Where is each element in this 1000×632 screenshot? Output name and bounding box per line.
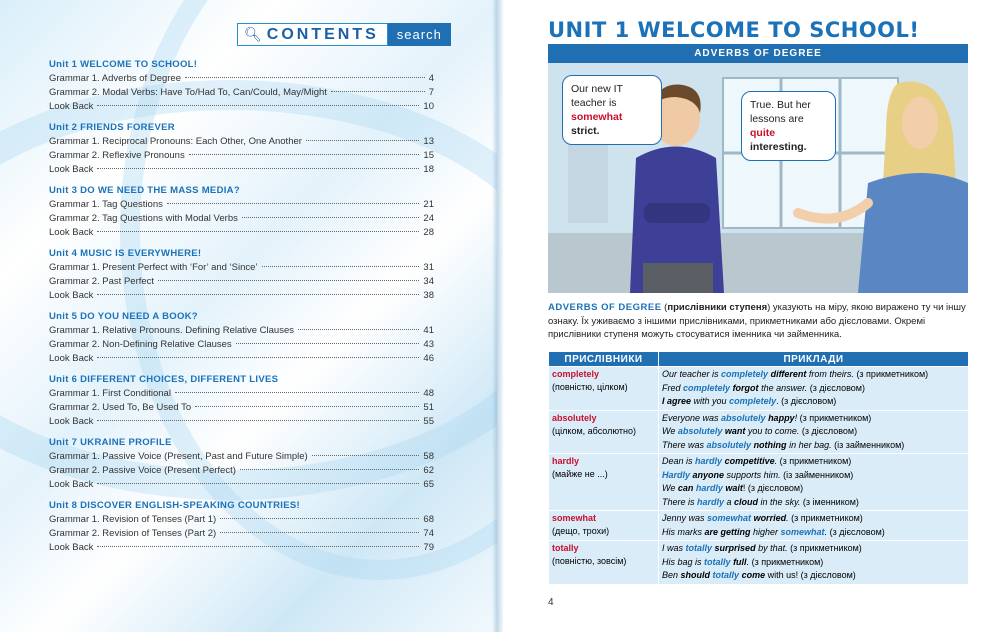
toc-entry[interactable]: [49, 86, 434, 100]
toc-unit-title[interactable]: Unit 3 DO WE NEED THE MASS MEDIA?: [49, 185, 240, 196]
adverb-gloss: (майже не ...): [552, 469, 608, 479]
toc-entry[interactable]: [49, 415, 434, 429]
toc-entry-page: 38: [423, 290, 434, 301]
example-modified-word: competitive: [724, 456, 775, 466]
speech-bubble-boy: [562, 75, 662, 145]
toc-entry-page: 43: [423, 339, 434, 350]
example-modified-word: forgot: [732, 382, 759, 393]
example-sentence: [662, 382, 965, 396]
adverb-cell: [549, 511, 659, 541]
toc-unit: [49, 499, 434, 555]
toc-entry[interactable]: [49, 261, 434, 275]
classroom-illustration: [548, 63, 968, 293]
bubble-girl-end: interesting.: [750, 141, 807, 153]
example-text: Jenny was: [662, 513, 708, 523]
example-text: supports him.: [724, 469, 781, 480]
example-note: with us! (з дієсловом): [765, 570, 856, 580]
toc-unit: [49, 373, 434, 429]
adverb-word: totally: [552, 543, 579, 553]
toc-entry[interactable]: [49, 338, 434, 352]
example-text: with you: [691, 396, 730, 406]
example-adverb: completely: [721, 369, 769, 379]
example-modified-word: should: [680, 570, 711, 580]
toc-entry-page: 21: [423, 199, 434, 210]
example-modified-word: come: [741, 570, 766, 580]
toc-leader-dots: [306, 140, 419, 141]
toc-entry-title: Grammar 2. Reflexive Pronouns: [49, 150, 185, 161]
example-sentence: [662, 569, 965, 583]
adverb-word: absolutely: [552, 412, 597, 423]
toc-entry-page: 18: [423, 164, 434, 175]
bubble-boy-adverb: somewhat: [571, 111, 623, 123]
search-icon: 🔍︎: [244, 26, 262, 42]
toc-leader-dots: [158, 280, 419, 281]
toc-entry-page: 24: [423, 213, 434, 224]
section-bar: ADVERBS OF DEGREE: [548, 44, 968, 63]
example-text: We: [662, 483, 678, 493]
toc-entry-page: 74: [423, 528, 434, 539]
toc-entry-title: Grammar 2. Past Perfect: [49, 276, 155, 287]
toc-entry[interactable]: [49, 450, 434, 464]
toc-leader-dots: [97, 294, 419, 295]
example-modified-word: are getting: [704, 526, 751, 537]
toc-entry-title: Grammar 1. Present Perfect with ‘For’ and ‘Since’: [49, 262, 258, 273]
example-modified-word: cloud: [734, 496, 759, 507]
examples-cell: [659, 541, 969, 585]
toc-unit-title[interactable]: Unit 7 UKRAINE PROFILE: [49, 437, 172, 448]
example-text: higher: [750, 526, 781, 537]
toc-entry-page: 4: [428, 73, 434, 84]
example-sentence: [662, 439, 965, 453]
example-note: (з дієсловом): [827, 526, 885, 537]
example-note: (з прикметником): [797, 412, 872, 423]
toc-entry-page: 34: [423, 276, 434, 287]
toc-leader-dots: [312, 455, 420, 456]
example-sentence: [662, 542, 965, 556]
table-row: [549, 541, 969, 585]
toc-entry-page: 51: [423, 402, 434, 413]
example-sentence: [662, 425, 965, 439]
toc-entry[interactable]: [49, 387, 434, 401]
toc-unit: [49, 58, 434, 114]
example-text: Ben: [662, 570, 681, 580]
example-note: ! (з дієсловом): [742, 483, 804, 493]
toc-unit: [49, 121, 434, 177]
toc-entry[interactable]: [49, 72, 434, 86]
example-text: !: [794, 412, 798, 423]
example-note: (із займенником): [831, 439, 905, 450]
toc-entry-title: Look Back: [49, 101, 94, 112]
example-text: Fred: [662, 382, 684, 393]
toc-entry-page: 68: [423, 514, 434, 525]
example-text: in her bag.: [786, 439, 832, 450]
toc-entry[interactable]: [49, 527, 434, 541]
toc-unit: [49, 310, 434, 366]
example-text: There is: [662, 496, 698, 507]
toc-entry-title: Look Back: [49, 290, 94, 301]
toc-entry-title: Grammar 2. Used To, Be Used To: [49, 402, 192, 413]
intro-text: указують на міру, якою виражено ту чи іншу ознаку. Їх уживаємо з іншими прислівниками, прикметниками або дієсловами. Окремі прислівники ступеня можуть стосуватися іменника чи займенника.: [548, 302, 966, 340]
example-modified-word: can: [677, 483, 694, 493]
table-row: [549, 454, 969, 511]
examples-cell: [659, 511, 969, 541]
adverb-word: hardly: [552, 456, 580, 466]
page-number: 4: [548, 597, 554, 608]
example-modified-word: different: [770, 369, 807, 379]
example-text: Dean is: [662, 456, 696, 466]
bubble-girl-text: True. But her lessons are: [750, 99, 811, 125]
toc-entry-page: 58: [423, 451, 434, 462]
example-adverb: totally: [712, 570, 740, 580]
example-sentence: [662, 556, 965, 570]
example-sentence: [662, 412, 965, 426]
example-modified-word: wait: [725, 483, 743, 493]
example-adverb: totally: [704, 556, 731, 567]
toc-leader-dots: [175, 392, 419, 393]
example-adverb: absolutely: [706, 439, 752, 450]
toc-entry-title: Look Back: [49, 164, 94, 175]
toc-entry-page: 41: [423, 325, 434, 336]
example-text: His marks: [662, 526, 705, 537]
table-of-contents: [49, 55, 434, 562]
toc-entry-title: Look Back: [49, 542, 94, 553]
toc-leader-dots: [97, 168, 419, 169]
example-text: Our teacher is: [662, 369, 722, 379]
examples-cell: [659, 367, 969, 411]
toc-entry-title: Grammar 2. Passive Voice (Present Perfect): [49, 465, 236, 476]
toc-entry-page: 55: [423, 416, 434, 427]
toc-leader-dots: [331, 91, 425, 92]
adverb-word: somewhat: [552, 513, 597, 523]
toc-unit-title[interactable]: Unit 1 WELCOME TO SCHOOL!: [49, 59, 198, 70]
example-modified-word: I agree: [662, 396, 692, 406]
example-note: (з дієсловом): [799, 426, 858, 436]
example-sentence: [662, 526, 965, 540]
example-adverb: absolutely: [721, 412, 766, 423]
toc-entry[interactable]: [49, 478, 434, 492]
bubble-boy-end: strict.: [571, 125, 600, 137]
toc-unit: [49, 247, 434, 303]
intro-paragraph: ADVERBS OF DEGREE (прислівники ступеня) указують на міру, якою виражено ту чи іншу ознаку. Їх уживаємо з іншими прислівниками, прикметниками або дієсловами. Окремі прислівники ступеня можуть стосуватися іменника чи займенника.: [548, 302, 966, 340]
example-text: you to come.: [745, 426, 800, 436]
toc-leader-dots: [189, 154, 420, 155]
toc-entry-title: Grammar 1. Relative Pronouns. Defining Relative Clauses: [49, 325, 294, 336]
example-adverb: somewhat: [707, 513, 752, 523]
toc-entry-title: Grammar 1. Reciprocal Pronouns: Each Other, One Another: [49, 136, 302, 147]
toc-entry[interactable]: [49, 324, 434, 338]
toc-entry-page: 13: [423, 136, 434, 147]
example-text: the answer.: [758, 382, 808, 393]
unit-title: UNIT 1 WELCOME TO SCHOOL!: [548, 18, 920, 42]
example-note: (із займенником): [780, 469, 854, 480]
example-modified-word: anyone: [692, 469, 725, 480]
toc-entry-title: Grammar 2. Revision of Tenses (Part 2): [49, 528, 217, 539]
toc-entry[interactable]: [49, 401, 434, 415]
toc-leader-dots: [220, 518, 419, 519]
example-modified-word: worried: [753, 513, 787, 523]
toc-entry-title: Grammar 2. Modal Verbs: Have To/Had To, Can/Could, May/Might: [49, 87, 327, 98]
example-adverb: somewhat: [780, 526, 825, 537]
toc-entry-title: Grammar 1. Tag Questions: [49, 199, 163, 210]
example-adverb: completely: [729, 396, 777, 406]
example-note: (з прикметником): [853, 369, 929, 379]
toc-leader-dots: [195, 406, 419, 407]
example-note: (з прикметником): [787, 543, 862, 553]
toc-entry[interactable]: [49, 100, 434, 114]
example-note: (з прикметником): [777, 456, 852, 466]
toc-unit-title[interactable]: Unit 4 MUSIC IS EVERYWHERE!: [49, 248, 202, 259]
adverbs-table: [548, 351, 969, 585]
toc-leader-dots: [97, 231, 419, 232]
toc-unit-title[interactable]: Unit 2 FRIENDS FOREVER: [49, 122, 175, 133]
toc-entry[interactable]: [49, 275, 434, 289]
example-modified-word: full: [733, 556, 747, 567]
contents-title: CONTENTS: [266, 25, 379, 43]
lesson-page: [504, 0, 1000, 632]
adverb-gloss: (цілком, абсолютно): [552, 425, 637, 436]
toc-unit: [49, 184, 434, 240]
toc-entry[interactable]: [49, 226, 434, 240]
example-adverb: hardly: [695, 483, 723, 493]
toc-leader-dots: [242, 217, 420, 218]
toc-entry-page: 65: [423, 479, 434, 490]
example-modified-word: surprised: [714, 543, 756, 553]
example-text: We: [662, 426, 678, 436]
toc-entry[interactable]: [49, 541, 434, 555]
bubble-boy-text: Our new IT teacher is: [571, 83, 623, 109]
toc-entry-title: Grammar 2. Tag Questions with Modal Verbs: [49, 213, 238, 224]
intro-ukr-term: прислівники ступеня: [667, 302, 768, 313]
toc-entry-title: Grammar 1. First Conditional: [49, 388, 171, 399]
table-row: [549, 410, 969, 454]
example-sentence: [662, 395, 965, 409]
adverb-cell: [549, 410, 659, 454]
example-modified-word: want: [724, 426, 746, 436]
toc-entry[interactable]: [49, 289, 434, 303]
toc-leader-dots: [220, 532, 419, 533]
example-sentence: [662, 496, 965, 510]
table-header-adverbs: ПРИСЛІВНИКИ: [549, 352, 659, 367]
toc-entry[interactable]: [49, 513, 434, 527]
toc-entry-page: 48: [423, 388, 434, 399]
example-adverb: hardly: [695, 456, 723, 466]
example-text: .: [774, 456, 778, 466]
examples-cell: [659, 454, 969, 511]
toc-entry-page: 46: [423, 353, 434, 364]
example-text: in the sky.: [758, 496, 801, 507]
toc-entry-title: Grammar 1. Adverbs of Degree: [49, 73, 181, 84]
table-header-examples: ПРИКЛАДИ: [659, 352, 969, 367]
toc-unit-title[interactable]: Unit 6 DIFFERENT CHOICES, DIFFERENT LIVES: [49, 374, 279, 385]
example-modified-word: happy: [768, 412, 795, 423]
toc-entry-title: Look Back: [49, 479, 94, 490]
toc-entry-page: 79: [423, 542, 434, 553]
toc-entry-title: Grammar 2. Non-Defining Relative Clauses: [49, 339, 232, 350]
toc-leader-dots: [167, 203, 420, 204]
toc-leader-dots: [97, 483, 419, 484]
example-adverb: totally: [685, 543, 713, 553]
toc-entry[interactable]: [49, 135, 434, 149]
intro-term: ADVERBS OF DEGREE: [548, 302, 662, 313]
adverb-cell: [549, 541, 659, 585]
speech-bubble-girl: [741, 91, 836, 161]
toc-entry-page: 15: [423, 150, 434, 161]
example-sentence: [662, 455, 965, 469]
toc-entry[interactable]: [49, 212, 434, 226]
adverb-word: completely: [552, 369, 600, 379]
example-adverb: completely: [683, 382, 731, 393]
toc-entry[interactable]: [49, 149, 434, 163]
example-adverb: absolutely: [677, 426, 723, 436]
toc-leader-dots: [97, 105, 419, 106]
contents-title-box: [237, 23, 388, 46]
examples-cell: [659, 410, 969, 454]
example-text: by that.: [755, 543, 788, 553]
toc-leader-dots: [97, 420, 419, 421]
toc-entry[interactable]: [49, 163, 434, 177]
toc-entry-title: Grammar 1. Revision of Tenses (Part 1): [49, 514, 217, 525]
example-adverb: hardly: [697, 496, 725, 507]
table-row: [549, 367, 969, 411]
example-note: . (з дієсловом): [776, 396, 837, 406]
adverb-gloss: (дещо, трохи): [552, 526, 610, 536]
toc-leader-dots: [185, 77, 425, 78]
search-button[interactable]: search: [388, 23, 451, 46]
book-gutter: [492, 0, 504, 632]
toc-entry[interactable]: [49, 198, 434, 212]
example-text: .: [746, 556, 750, 567]
example-text: .: [786, 513, 789, 523]
example-text: I was: [662, 543, 686, 553]
example-sentence: [662, 469, 965, 483]
example-sentence: [662, 512, 965, 526]
toc-entry-page: 62: [423, 465, 434, 476]
example-note: (з іменником): [800, 496, 859, 507]
example-text: from theirs.: [806, 369, 854, 379]
example-text: Everyone was: [662, 412, 722, 423]
toc-entry-title: Look Back: [49, 416, 94, 427]
toc-entry-page: 28: [423, 227, 434, 238]
toc-leader-dots: [262, 266, 420, 267]
toc-unit-title[interactable]: Unit 5 DO YOU NEED A BOOK?: [49, 311, 198, 322]
example-note: (з дієсловом): [807, 382, 865, 393]
contents-header: [237, 23, 451, 46]
example-text: His bag is: [662, 556, 705, 567]
example-note: (з прикметником): [788, 513, 863, 523]
example-text: There was: [662, 439, 707, 450]
example-text: a: [724, 496, 735, 507]
adverb-gloss: (повністю, цілком): [552, 382, 628, 392]
toc-leader-dots: [240, 469, 420, 470]
toc-leader-dots: [97, 546, 419, 547]
toc-entry-page: 10: [423, 101, 434, 112]
example-modified-word: nothing: [753, 439, 787, 450]
toc-leader-dots: [97, 357, 419, 358]
toc-entry-page: 7: [428, 87, 434, 98]
example-sentence: [662, 482, 965, 496]
adverb-cell: [549, 454, 659, 511]
toc-unit: [49, 436, 434, 492]
example-sentence: [662, 368, 965, 382]
example-text: .: [824, 526, 828, 537]
example-note: (з прикметником): [749, 556, 824, 567]
toc-unit-title[interactable]: Unit 8 DISCOVER ENGLISH-SPEAKING COUNTRIES!: [49, 500, 300, 511]
toc-entry-title: Grammar 1. Passive Voice (Present, Past and Future Simple): [49, 451, 308, 462]
toc-entry[interactable]: [49, 464, 434, 478]
table-row: [549, 511, 969, 541]
contents-page: [0, 0, 497, 632]
toc-entry[interactable]: [49, 352, 434, 366]
adverb-cell: [549, 367, 659, 411]
adverb-gloss: (повністю, зовсім): [552, 556, 627, 566]
toc-entry-page: 31: [423, 262, 434, 273]
toc-entry-title: Look Back: [49, 227, 94, 238]
toc-leader-dots: [298, 329, 419, 330]
toc-leader-dots: [236, 343, 420, 344]
toc-entry-title: Look Back: [49, 353, 94, 364]
bubble-girl-adverb: quite: [750, 127, 776, 139]
example-adverb: Hardly: [662, 469, 691, 480]
